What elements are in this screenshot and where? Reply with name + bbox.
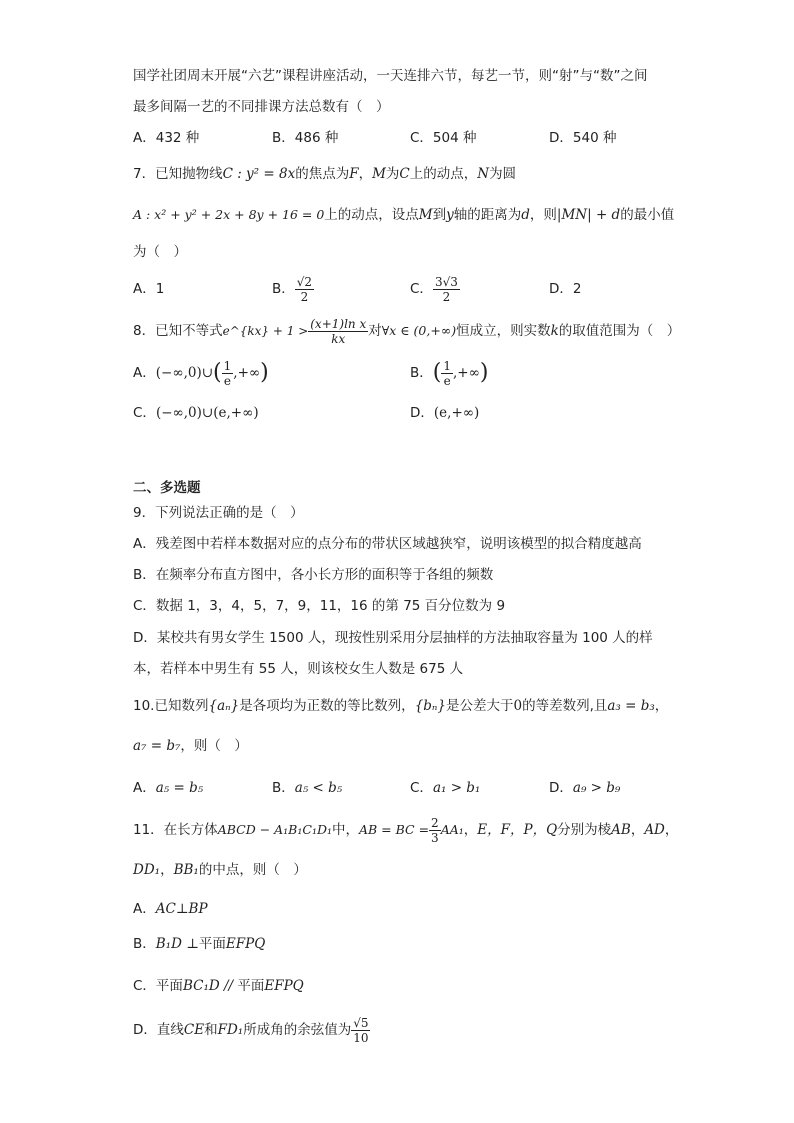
q11-stem-line2: DD₁，BB₁的中点，则（ ） (133, 862, 307, 878)
q9-option-b: B．在频率分布直方图中，各小长方形的面积等于各组的频数 (133, 567, 494, 583)
q10-option-a: A．a₅ = b₅ (133, 780, 204, 796)
q7-option-c: C． $\frac{3√3}{2}$ (410, 274, 458, 304)
q8-option-d: D．(e,+∞) (410, 405, 480, 421)
q8-option-b: B．( $\frac{1}{e}$ ,+∞) (410, 358, 489, 388)
q10-option-c: C．a₁ > b₁ (410, 780, 481, 796)
q9-option-a: A．残差图中若样本数据对应的点分布的带状区域越狭窄，说明该模型的拟合精度越高 (133, 536, 642, 552)
q8-stem-fraction: $\frac{\text{(x+1)ln x}}{kx}$ (310, 316, 367, 346)
q10-option-b: B．a₅ < b₅ (272, 780, 343, 796)
q11-option-b: B．B₁D ⊥平面EFPQ (133, 936, 266, 952)
q9-option-c: C．数据 1，3，4，5，7，9，11，16 的第 75 百分位数为 9 (133, 598, 506, 614)
q6-option-b: B．486 种 (272, 130, 339, 146)
q7-option-a: A．1 (133, 281, 165, 297)
q7-stem-line3: 为（ ） (133, 244, 187, 260)
q7-option-b: B． $\frac{√2}{2}$ (272, 274, 313, 304)
q8-option-a: A．(−∞,0)∪( $\frac{1}{e}$ ,+∞) (133, 358, 269, 388)
q7-option-d: D．2 (549, 281, 582, 297)
q6-stem-line2: 最多间隔一艺的不同排课方法总数有（ ） (133, 99, 390, 115)
q6-option-c: C．504 种 (410, 130, 477, 146)
q7-stem-line1: 7．已知抛物线C : y² = 8x的焦点为F，M为C上的动点，N为圆 (133, 166, 517, 182)
q9-option-d-line1: D．某校共有男女学生 1500 人，现按性别采用分层抽样的方法抽取容量为 100 人的样 (133, 630, 653, 646)
q9-stem: 9．下列说法正确的是（ ） (133, 505, 304, 521)
q8-option-c: C．(−∞,0)∪(e,+∞) (133, 405, 259, 421)
q11-option-c: C．平面BC₁D // 平面EFPQ (133, 978, 304, 994)
q11-ratio-fraction: $\frac{2}{3}$ (431, 815, 439, 845)
q11-option-d: D．直线CE和FD₁所成角的余弦值为 $\frac{√5}{10}$ (133, 1015, 369, 1045)
q11-stem-line1: 11．在长方体ABCD − A₁B₁C₁D₁中，AB = BC = $\frac{2}{3}$ AA₁，E，F，P，Q分别为棱AB，AD， (133, 815, 679, 845)
q7-stem-line2: A : x² + y² + 2x + 8y + 16 = 0上的动点，设点M到y轴的距离为d，则|MN| + d的最小值 (133, 207, 675, 223)
q10-option-d: D．a₉ > b₉ (549, 780, 621, 796)
q7-option-c-fraction: $\frac{3√3}{2}$ (434, 274, 458, 304)
q10-stem-line2: a₇ = b₇，则（ ） (133, 738, 248, 754)
q10-stem-line1: 10.已知数列{aₙ}是各项均为正数的等比数列，{bₙ}是公差大于0的等差数列,且a₃ = b₃， (133, 698, 669, 714)
q7-option-b-fraction: $\frac{√2}{2}$ (296, 274, 313, 304)
q6-option-d: D．540 种 (549, 130, 617, 146)
q8-option-b-fraction: $\frac{1}{e}$ (443, 358, 451, 388)
q6-stem-line1: 国学社团周末开展“六艺”课程讲座活动，一天连排六节，每艺一节，则“射”与“数”之间 (133, 68, 648, 84)
section-title-multiple-choice: 二、多选题 (133, 480, 201, 496)
q8-stem: 8．已知不等式e^{kx} + 1 > $\frac{\text{(x+1)ln x}}{kx}$ 对∀x ∈ (0,+∞)恒成立，则实数k的取值范围为（ ） (133, 316, 681, 346)
q8-option-a-fraction: $\frac{1}{e}$ (223, 358, 232, 388)
q11-option-a: A．AC⊥BP (133, 901, 208, 917)
q11-option-d-fraction: $\frac{√5}{10}$ (353, 1015, 369, 1045)
q6-option-a: A．432 种 (133, 130, 200, 146)
q9-option-d-line2: 本，若样本中男生有 55 人，则该校女生人数是 675 人 (133, 661, 464, 677)
